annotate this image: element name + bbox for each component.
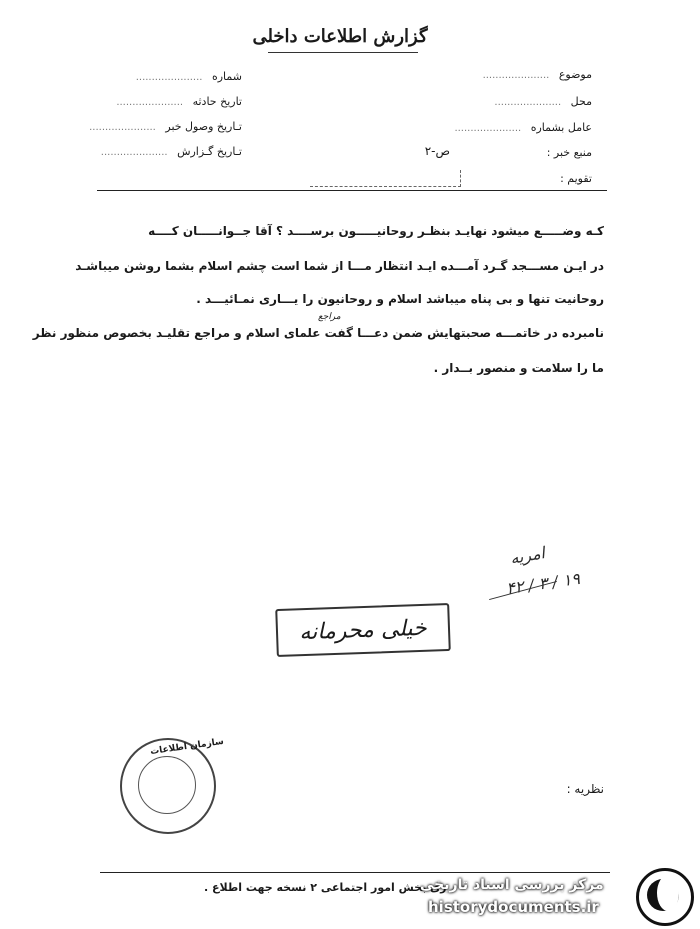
subject-label: موضوع: [558, 68, 592, 81]
header-separator: [97, 190, 607, 191]
location-dots: .....................: [494, 97, 562, 108]
report-date-field: [101, 145, 242, 158]
watermark-logo-icon: [636, 868, 694, 926]
body-line-3: روحانیت تنها و بی پناه میباشد اسلام و روحانیون را یـــاری نمـائیـــد .: [196, 292, 604, 306]
watermark-text-en: historydocuments.ir: [428, 898, 599, 916]
body-annotation: مراجع: [318, 312, 341, 322]
watermark-text-fa: مرکز بررسی اسناد تاریخی: [420, 877, 604, 893]
news-source-value: ص-٢: [424, 144, 450, 158]
calendar-label: تقویم :: [560, 172, 592, 185]
seal-emblem: [138, 756, 196, 814]
subject-dots: .....................: [482, 70, 550, 81]
opinion-label: نظریه :: [566, 782, 604, 796]
source-number-field: [454, 121, 592, 134]
news-source-label: منبع خبر :: [546, 146, 592, 159]
page-title: گزارش اطلاعات داخلی: [252, 26, 428, 47]
source-number-label: عامل بشماره: [530, 121, 592, 134]
number-label: شماره: [211, 70, 242, 83]
calendar-field: [554, 172, 592, 185]
body-line-1: کـه وضـــــع میشود نهایـد بنظـر روحانیـــــون برســــد ؟ آقا جــوانـــــان کــــه: [148, 224, 604, 238]
incident-date-label: تاریخ حادثه: [192, 95, 242, 108]
location-label: محل: [570, 95, 592, 108]
handwritten-date: ۱۹ / ۳ / ۴۲: [505, 568, 582, 599]
classification-stamp: خیلی محرمانه: [275, 603, 451, 657]
body-line-4: نامبرده در خاتمـــه صحبتهایش ضمن دعـــا گفت علمای اسلام و مراجع تقلیـد بخصوص منظور نظر: [32, 326, 604, 340]
redaction-mark: [310, 170, 461, 187]
number-dots: .....................: [135, 72, 203, 83]
distribution-note: ری بخش امور اجتماعی ۲ نسخه جهت اطلاع .: [204, 881, 447, 894]
incident-date-field: [116, 95, 242, 108]
news-source-field: [541, 146, 592, 159]
report-date-dots: .....................: [100, 147, 168, 158]
logo-cutout: [657, 875, 679, 911]
subject-field: [483, 68, 592, 81]
seal-text: سازمان اطلاعات: [149, 736, 225, 758]
source-number-dots: .....................: [454, 123, 522, 134]
footer-separator: [100, 872, 610, 873]
news-received-date-field: [89, 120, 242, 133]
number-field: [136, 70, 242, 83]
incident-date-dots: .....................: [116, 97, 184, 108]
title-underline: [268, 52, 418, 53]
body-line-5: ما را سلامت و منصور بــدار .: [433, 361, 604, 375]
handwritten-note: امریه: [508, 543, 547, 568]
news-received-date-dots: .....................: [89, 122, 156, 133]
body-line-2: در ایـن مســـجد گـرد آمـــده ایـد انتظار مـــا از شما است چشم اسلام بشما روشن میباشـد: [75, 259, 604, 273]
location-field: [494, 95, 592, 108]
news-received-date-label: تـاریخ وصول خبر: [165, 120, 242, 133]
report-date-label: تـاریخ گـزارش: [177, 145, 242, 158]
